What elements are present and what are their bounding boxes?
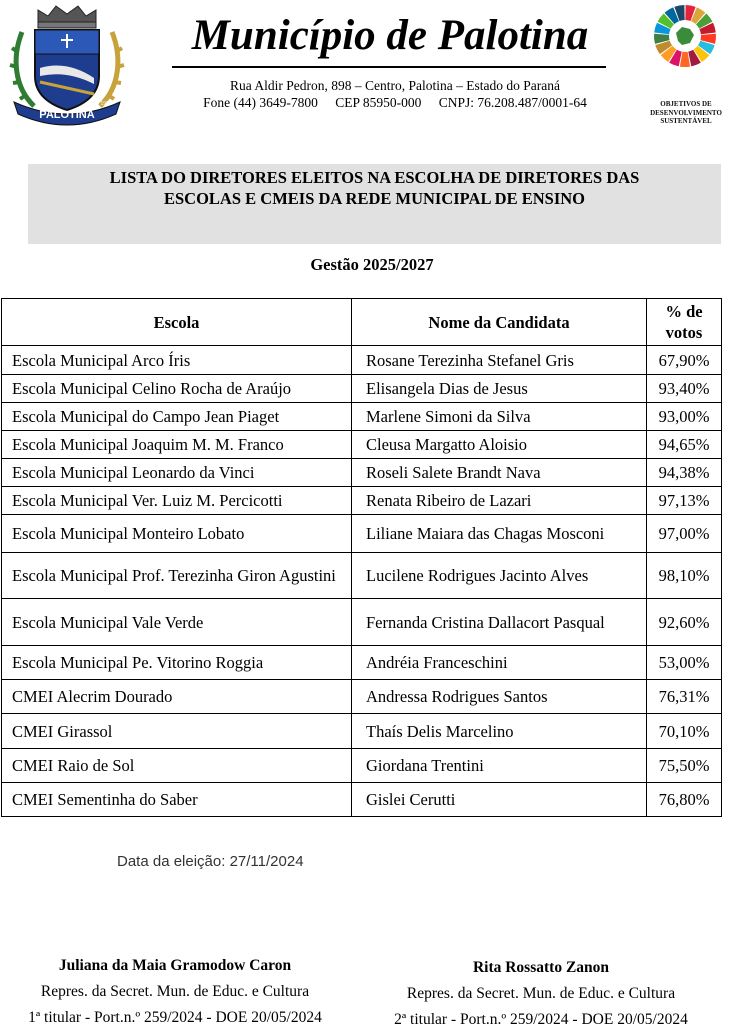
title-underline [172, 66, 606, 68]
cell-nome: Lucilene Rodrigues Jacinto Alves [352, 553, 647, 599]
signature-name: Rita Rossatto Zanon [472, 959, 610, 976]
header-escola: Escola [2, 299, 352, 346]
laurel-left-icon [10, 32, 34, 106]
cell-nome: Rosane Terezinha Stefanel Gris [352, 346, 647, 375]
cell-escola: Escola Municipal Arco Íris [2, 346, 352, 375]
ods-wheel-logo [652, 3, 718, 95]
cell-votos: 53,00% [647, 646, 722, 680]
table-row [2, 749, 722, 783]
cell-escola: Escola Municipal Celino Rocha de Araújo [2, 375, 352, 403]
coat-ribbon-year: 1960 [100, 101, 112, 107]
signature-portaria: 2ª titular - Port.n.º 259/2024 - DOE 20/05/2024 [394, 1011, 688, 1028]
table-row [2, 487, 722, 515]
phone-text: Fone (44) 3649-7800 [203, 95, 318, 110]
cell-votos: 98,10% [647, 553, 722, 599]
table-row [2, 599, 722, 646]
table-row [2, 459, 722, 487]
cell-nome: Thaís Delis Marcelino [352, 714, 647, 749]
cell-escola: Escola Municipal Ver. Luiz M. Percicotti [2, 487, 352, 515]
cell-votos: 94,65% [647, 431, 722, 459]
cell-votos: 76,31% [647, 680, 722, 714]
signature-block-2 [366, 955, 716, 1033]
cell-escola: Escola Municipal Vale Verde [2, 599, 352, 646]
header-votos: % de votos [647, 299, 722, 346]
cell-nome: Andressa Rodrigues Santos [352, 680, 647, 714]
cell-escola: CMEI Alecrim Dourado [2, 680, 352, 714]
header-nome: Nome da Candidata [352, 299, 647, 346]
document-title: LISTA DO DIRETORES ELEITOS NA ESCOLHA DE DIRETORES DAS ESCOLAS E CMEIS DA REDE MUNICIPAL DE ENSINO [109, 168, 640, 208]
table-row [2, 714, 722, 749]
cell-votos: 97,00% [647, 515, 722, 553]
table-row [2, 553, 722, 599]
cell-nome: Roseli Salete Brandt Nava [352, 459, 647, 487]
cell-escola: CMEI Sementinha do Saber [2, 783, 352, 817]
cell-escola: Escola Municipal Prof. Terezinha Giron Agustini [2, 553, 352, 599]
contact-line [170, 95, 620, 111]
cell-nome: Renata Ribeiro de Lazari [352, 487, 647, 515]
table-row [2, 403, 722, 431]
coat-ribbon-text: PALOTINA [39, 109, 95, 121]
cell-escola: CMEI Girassol [2, 714, 352, 749]
cell-nome: Elisangela Dias de Jesus [352, 375, 647, 403]
table-row [2, 515, 722, 553]
cell-votos: 92,60% [647, 599, 722, 646]
cnpj-text: CNPJ: 76.208.487/0001-64 [438, 95, 587, 110]
address-line: Rua Aldir Pedron, 898 – Centro, Palotina – Estado do Paraná [230, 78, 560, 93]
ods-label: OBJETIVOS DE DESENVOLVIMENTO SUSTENTÁVEL [650, 100, 722, 125]
cell-votos: 70,10% [647, 714, 722, 749]
cell-escola: Escola Municipal Leonardo da Vinci [2, 459, 352, 487]
table-header-row [2, 299, 722, 346]
cell-nome: Giordana Trentini [352, 749, 647, 783]
cell-votos: 93,40% [647, 375, 722, 403]
table-row [2, 431, 722, 459]
coat-of-arms-logo [8, 2, 126, 126]
cell-escola: Escola Municipal Monteiro Lobato [2, 515, 352, 553]
signature-role: Repres. da Secret. Mun. de Educ. e Cultura [406, 985, 676, 1002]
table-row [2, 375, 722, 403]
ods-segment [680, 52, 690, 67]
gestao-period: Gestão 2025/2027 [310, 255, 434, 274]
election-date: Data da eleição: 27/11/2024 [117, 853, 304, 870]
cell-nome: Andréia Franceschini [352, 646, 647, 680]
results-table [1, 298, 722, 817]
laurel-right-icon [100, 32, 124, 106]
cell-escola: Escola Municipal Joaquim M. M. Franco [2, 431, 352, 459]
cell-nome: Cleusa Margatto Aloisio [352, 431, 647, 459]
cep-text: CEP 85950-000 [335, 95, 422, 110]
cell-votos: 76,80% [647, 783, 722, 817]
signature-portaria: 1ª titular - Port.n.º 259/2024 - DOE 20/05/2024 [28, 1009, 322, 1026]
cell-nome: Liliane Maiara das Chagas Mosconi [352, 515, 647, 553]
cell-votos: 93,00% [647, 403, 722, 431]
table-row [2, 680, 722, 714]
cell-escola: Escola Municipal Pe. Vitorino Roggia [2, 646, 352, 680]
cell-votos: 94,38% [647, 459, 722, 487]
signature-role: Repres. da Secret. Mun. de Educ. e Cultura [40, 983, 310, 1000]
table-row [2, 346, 722, 375]
table-row [2, 783, 722, 817]
municipality-title: Município de Palotina [191, 12, 589, 59]
signature-name: Juliana da Maia Gramodow Caron [58, 957, 292, 974]
cell-escola: CMEI Raio de Sol [2, 749, 352, 783]
table-row [2, 646, 722, 680]
cell-votos: 97,13% [647, 487, 722, 515]
cell-votos: 67,90% [647, 346, 722, 375]
cell-votos: 75,50% [647, 749, 722, 783]
signature-block-1 [0, 953, 350, 1031]
cell-nome: Gislei Cerutti [352, 783, 647, 817]
cell-escola: Escola Municipal do Campo Jean Piaget [2, 403, 352, 431]
cell-nome: Fernanda Cristina Dallacort Pasqual [352, 599, 647, 646]
cell-nome: Marlene Simoni da Silva [352, 403, 647, 431]
